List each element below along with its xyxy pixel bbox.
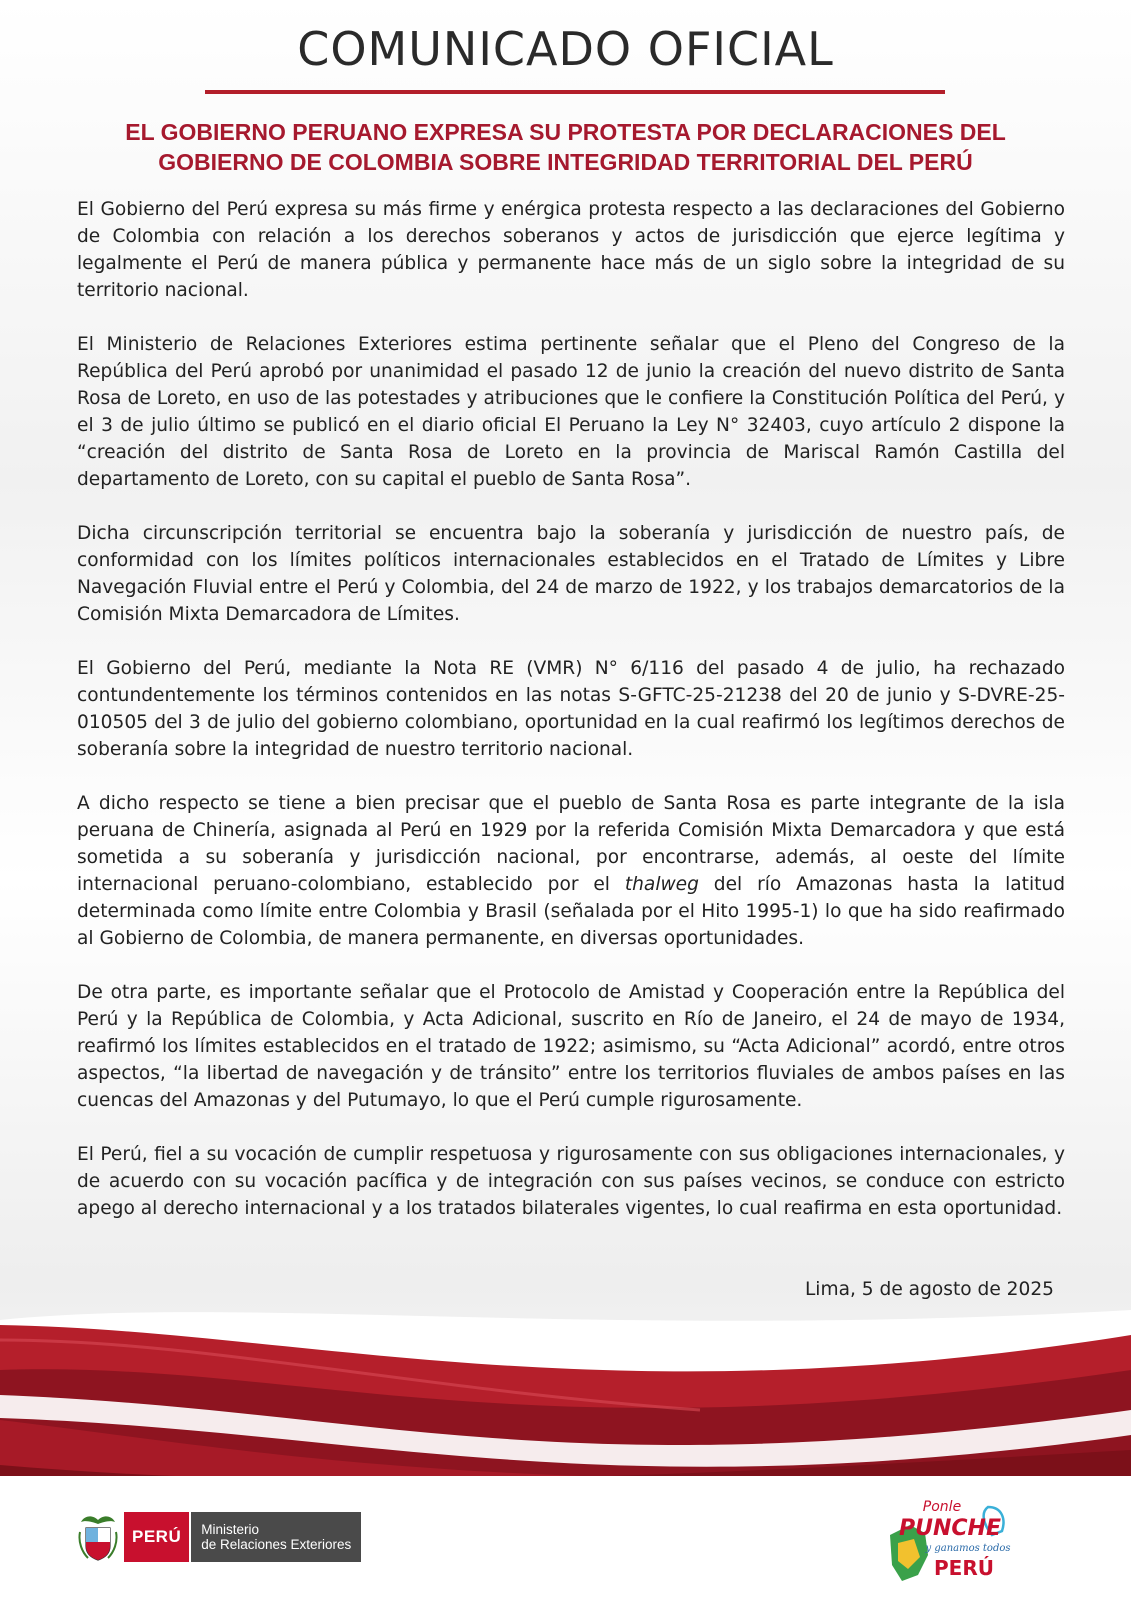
communique-body — [77, 196, 1065, 1249]
paragraph-6: De otra parte, es importante señalar que el Protocolo de Amistad y Cooperación entre la República del Perú y la República de Colombia, y Acta Adicional, suscrito en Río de Janeiro, el 24 de mayo de 1934, reafirmó los límites establecidos en el tratado de 1922; asimismo, su “Acta Adicional” acordó, entre otros aspectos, “la libertad de navegación y de tránsito” entre los territorios fluviales de ambos países en las cuencas del Amazonas y del Putumayo, lo que el Perú cumple rigurosamente. — [77, 982, 1065, 1111]
campaign-logo-word-1: Ponle — [922, 1499, 962, 1515]
ministry-logo — [78, 1512, 361, 1562]
campaign-logo — [880, 1495, 1020, 1590]
peru-label: PERÚ — [124, 1512, 189, 1562]
title-divider — [205, 90, 945, 94]
page-title: COMUNICADO OFICIAL — [297, 22, 834, 76]
headline-line-2: GOBIERNO DE COLOMBIA SOBRE INTEGRIDAD TERRITORIAL DEL PERÚ — [158, 149, 973, 175]
ministry-name — [189, 1512, 361, 1562]
paragraph-5-before: A dicho respecto se tiene a bien precisar que el pueblo de Santa Rosa es parte integrante de la isla peruana de Chinería, asignada al Perú en 1929 por la referida Comisión Mixta Demarcadora y que está sometida a su soberanía y jurisdicción nacional, por encontrarse, además, al oeste del límite internacional peruano-colombiano, establecido por el — [77, 793, 1065, 895]
paragraph-5-italic: thalweg — [624, 874, 699, 895]
place-date: Lima, 5 de agosto de 2025 — [804, 1279, 1054, 1300]
campaign-logo-word-3: y ganamos todos — [925, 1543, 1011, 1554]
campaign-logo-word-4: PERÚ — [934, 1556, 994, 1580]
paragraph-4: El Gobierno del Perú, mediante la Nota RE (VMR) N° 6/116 del pasado 4 de julio, ha rechazado contundentemente los términos contenidos en las notas S-GFTC-25-21238 del 20 de junio y S-DVRE-25-010505 del 3 de julio del gobierno colombiano, oportunidad en la cual reafirmó los legítimos derechos de soberanía sobre la integridad de nuestro territorio nacional. — [77, 658, 1065, 760]
paragraph-7: El Perú, fiel a su vocación de cumplir respetuosa y rigurosamente con sus obligaciones internacionales, y de acuerdo con su vocación pacífica y de integración con sus países vecinos, se conduce con estricto apego al derecho internacional y a los tratados bilaterales vigentes, lo cual reafirma en esta oportunidad. — [77, 1144, 1065, 1219]
paragraph-5-after: del río Amazonas hasta la latitud determinada como límite entre Colombia y Brasil (señalada por el Hito 1995-1) lo que ha sido reafirmado al Gobierno de Colombia, de manera permanente, en diversas oportunidades. — [77, 874, 1065, 949]
headline — [80, 117, 1051, 177]
ministry-line-2: de Relaciones Exteriores — [201, 1537, 352, 1552]
headline-line-1: EL GOBIERNO PERUANO EXPRESA SU PROTESTA POR DECLARACIONES DEL — [125, 119, 1006, 145]
coat-of-arms-icon — [78, 1512, 118, 1562]
paragraph-3: Dicha circunscripción territorial se encuentra bajo la soberanía y jurisdicción de nuestro país, de conformidad con los límites políticos internacionales establecidos en el Tratado de Límites y Libre Navegación Fluvial entre el Perú y Colombia, del 24 de marzo de 1922, y los trabajos demarcatorios de la Comisión Mixta Demarcadora de Límites. — [77, 523, 1065, 625]
campaign-logo-word-2: PUNCHE — [899, 1516, 1001, 1541]
paragraph-2: El Ministerio de Relaciones Exteriores estima pertinente señalar que el Pleno del Congreso de la República del Perú aprobó por unanimidad el pasado 12 de junio la creación del nuevo distrito de Santa Rosa de Loreto, en uso de las potestades y atribuciones que le confiere la Constitución Política del Perú, y el 3 de julio último se publicó en el diario oficial El Peruano la Ley N° 32403, cuyo artículo 2 dispone la “creación del distrito de Santa Rosa de Loreto en la provincia de Mariscal Ramón Castilla del departamento de Loreto, con su capital el pueblo de Santa Rosa”. — [77, 334, 1065, 490]
paragraph-5 — [77, 790, 1065, 952]
ministry-line-1: Ministerio — [201, 1522, 259, 1537]
paragraph-1: El Gobierno del Perú expresa su más firme y enérgica protesta respecto a las declaraciones del Gobierno de Colombia con relación a los derechos soberanos y actos de jurisdicción que ejerce legítima y legalmente el Perú de manera pública y permanente hace más de un siglo sobre la integridad de su territorio nacional. — [77, 199, 1065, 301]
